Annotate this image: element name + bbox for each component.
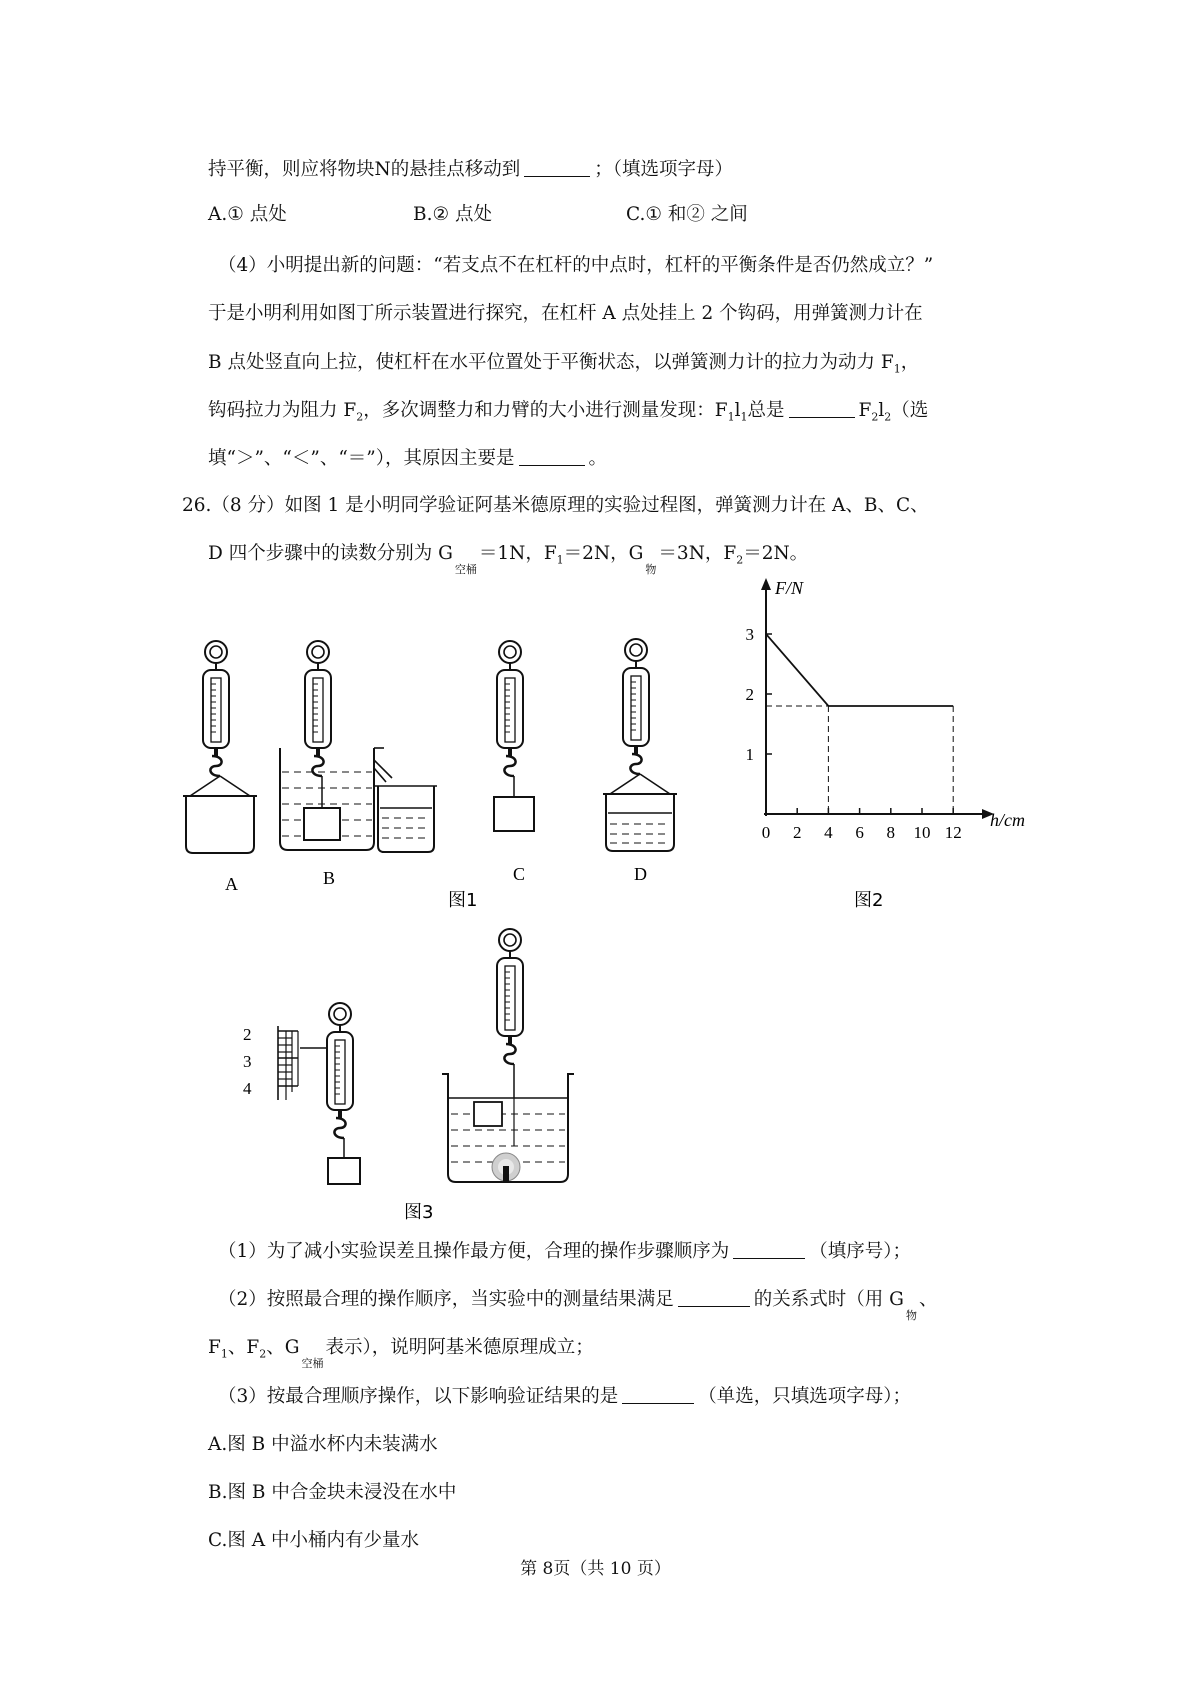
figure3-beaker (442, 929, 574, 1182)
text: ，多次调整力和力臂的大小进行测量发现：F (363, 400, 728, 421)
figure3-caption: 图3 (404, 1202, 434, 1223)
subscript: 2 (736, 553, 744, 567)
figure2-caption: 图2 (854, 890, 884, 911)
x-tick-label: 0 (761, 823, 771, 842)
x-tick-label: 6 (855, 823, 864, 842)
text: ＝2N，G (563, 543, 644, 564)
series-line (766, 634, 953, 706)
step-b-figure (280, 641, 437, 852)
text: 、G (266, 1337, 300, 1358)
q26-heading: 26.（8 分）如图 1 是小明同学验证阿基米德原理的实验过程图，弹簧测力计在 A、B、C、 (182, 495, 929, 516)
label-a: A (225, 874, 238, 894)
q25-option-c: C.① 和② 之间 (626, 204, 748, 225)
text: 持平衡，则应将物块 (208, 159, 375, 180)
text: 钩码拉力为阻力 F (208, 400, 357, 421)
subscript: 2 (884, 410, 892, 424)
q25-part4-line1: （4）小明提出新的问题：“若支点不在杠杆的中点时，杠杆的平衡条件是否仍然成立？” (218, 255, 934, 276)
subscript: 2 (356, 410, 364, 424)
y-tick-label: 1 (745, 745, 754, 764)
subscript: 2 (871, 410, 879, 424)
chart-grid (766, 706, 953, 814)
x-tick-label: 8 (886, 823, 896, 842)
scale-label-4: 4 (243, 1079, 252, 1098)
step-a-figure (183, 641, 257, 853)
subscript: 空桶 (454, 563, 477, 576)
text: 表示），说明阿基米德原理成立； (325, 1337, 594, 1358)
text: （选 (891, 400, 929, 421)
answer-blank[interactable] (733, 1242, 805, 1259)
subscript: 1 (556, 553, 564, 567)
x-tick-label: 2 (792, 823, 802, 842)
scale-label-3: 3 (243, 1052, 252, 1071)
y-tick-label: 3 (745, 625, 754, 644)
q26-part1 (218, 1239, 911, 1265)
q26-option-c: C.图 A 中小桶内有少量水 (208, 1530, 419, 1551)
text: l (878, 400, 885, 421)
chart-ticks (746, 625, 962, 842)
text: 填“＞”、“＜”、“＝”），其原因主要是 (208, 448, 515, 469)
text: 总是 (747, 400, 785, 421)
x-tick-label: 12 (944, 823, 962, 842)
subscript: 物 (645, 563, 657, 576)
subscript: 1 (893, 362, 901, 376)
subscript: 1 (740, 410, 748, 424)
f-h-chart (746, 578, 1026, 842)
label-b: B (323, 868, 336, 888)
text: ；（填选项字母） (594, 159, 733, 180)
text: N (374, 159, 391, 180)
q26-part2-line2 (208, 1335, 594, 1368)
q25-part4-line2: 于是小明利用如图丁所示装置进行探究，在杠杆 A 点处挂上 2 个钩码，用弹簧测力计在 (208, 303, 923, 324)
text: B 点处竖直向上拉，使杠杆在水平位置处于平衡状态，以弹簧测力计的拉力为动力 F (208, 352, 894, 373)
text: （3）按最合理顺序操作，以下影响验证结果的是 (218, 1386, 619, 1407)
text: D 四个步骤中的读数分别为 G (208, 543, 453, 564)
subscript: 2 (259, 1347, 267, 1361)
text: （单选，只填选项字母）； (698, 1386, 912, 1407)
q26-part3 (218, 1384, 911, 1410)
text: （2）按照最合理的操作顺序，当实验中的测量结果满足 (218, 1289, 674, 1310)
text: ， (900, 352, 920, 373)
subscript: 物 (905, 1309, 917, 1322)
text: （1）为了减小实验误差且操作最方便，合理的操作步骤顺序为 (218, 1241, 730, 1262)
y-axis-label: F/N (775, 578, 804, 598)
text: F (208, 1337, 221, 1358)
subscript: 空桶 (301, 1357, 324, 1370)
answer-blank[interactable] (622, 1387, 694, 1404)
q25-option-a: A.① 点处 (208, 204, 287, 225)
subscript: 1 (727, 410, 735, 424)
text: 的关系式时（用 G (753, 1289, 904, 1310)
page-number: 第 8页（共 10 页） (520, 1559, 671, 1579)
q26-option-b: B.图 B 中合金块未浸没在水中 (208, 1482, 457, 1503)
step-d-figure (603, 639, 677, 851)
x-axis-label: h/cm (990, 810, 1025, 830)
text: （填序号）； (809, 1241, 912, 1262)
answer-blank[interactable] (678, 1290, 750, 1307)
x-tick-label: 4 (824, 823, 833, 842)
label-d: D (634, 864, 647, 884)
y-axis-arrow-icon (761, 578, 771, 590)
text: 、F (227, 1337, 260, 1358)
figure3-scale (243, 1003, 360, 1184)
text: ＝2N。 (743, 543, 809, 564)
subscript: 1 (220, 1347, 228, 1361)
label-c: C (513, 864, 526, 884)
text: ＝3N，F (658, 543, 737, 564)
y-tick-label: 2 (745, 685, 754, 704)
text: 的悬挂点移动到 (390, 159, 521, 180)
text: F (858, 400, 872, 421)
figure1-caption: 图1 (448, 890, 478, 911)
text: 、 (918, 1289, 938, 1310)
q25-option-b: B.② 点处 (413, 204, 492, 225)
x-tick-label: 10 (913, 823, 931, 842)
step-c-figure (494, 641, 534, 831)
q26-part2-line1 (218, 1287, 938, 1322)
q26-option-a: A.图 B 中溢水杯内未装满水 (208, 1434, 438, 1455)
text: 。 (588, 448, 608, 469)
text: l (734, 400, 741, 421)
text: ＝1N，F (478, 543, 557, 564)
scale-label-2: 2 (243, 1025, 252, 1044)
